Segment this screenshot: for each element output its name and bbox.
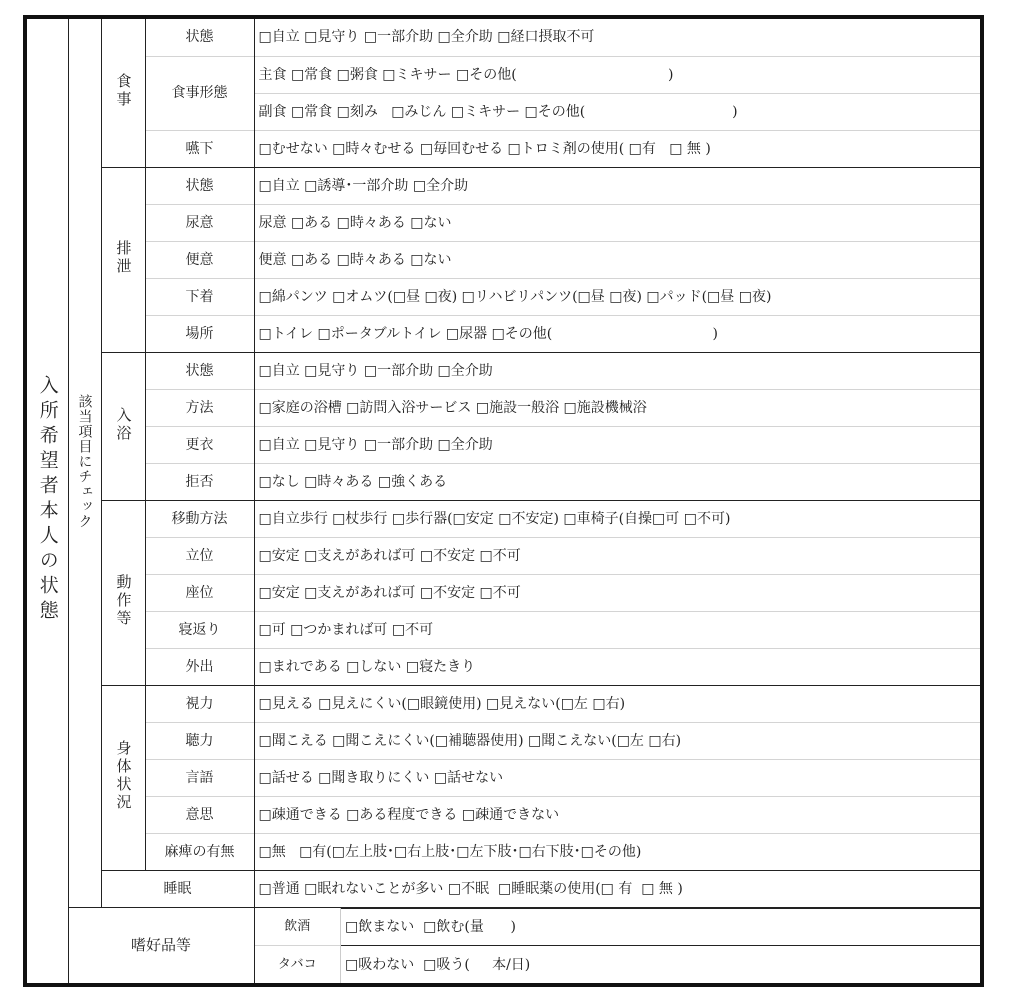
- checkbox-options[interactable]: □話せる □聞き取りにくい □話せない: [254, 759, 980, 796]
- row-label: 拒否: [145, 463, 254, 500]
- checkbox-options[interactable]: □吸わない □吸う( 本/日): [341, 946, 981, 984]
- checkbox-options[interactable]: □可 □つかまれば可 □不可: [254, 611, 980, 648]
- section-movement-title: 動作等: [114, 574, 133, 628]
- check-instruction-label: [68, 19, 101, 907]
- row-label: 言語: [145, 759, 254, 796]
- checkbox-options[interactable]: 主食 □常食 □粥食 □ミキサー □その他( ): [254, 56, 980, 93]
- section-bathing: [101, 352, 145, 500]
- row-label: 便意: [145, 241, 254, 278]
- section-physical: [101, 685, 145, 870]
- sub-row-label: タバコ: [255, 946, 341, 984]
- checkbox-options[interactable]: □疎通できる □ある程度できる □疎通できない: [254, 796, 980, 833]
- checkbox-options[interactable]: □むせない □時々むせる □毎回むせる □トロミ剤の使用( □有 □ 無 ): [254, 130, 980, 167]
- checkbox-options[interactable]: □トイレ □ポータブルトイレ □尿器 □その他( ): [254, 315, 980, 352]
- checkbox-options[interactable]: □自立歩行 □杖歩行 □歩行器(□安定 □不安定) □車椅子(自操□可 □不可): [254, 500, 980, 537]
- checkbox-options[interactable]: □自立 □誘導･一部介助 □全介助: [254, 167, 980, 204]
- row-label: 尿意: [145, 204, 254, 241]
- checkbox-options[interactable]: 便意 □ある □時々ある □ない: [254, 241, 980, 278]
- row-label: 聴力: [145, 722, 254, 759]
- row-label: 麻痺の有無: [145, 833, 254, 870]
- row-label: 下着: [145, 278, 254, 315]
- checkbox-options[interactable]: □自立 □見守り □一部介助 □全介助: [254, 426, 980, 463]
- check-instruction-text: 該当項目にチェック: [76, 393, 93, 529]
- row-label: 食事形態: [145, 56, 254, 130]
- checkbox-options[interactable]: □安定 □支えがあれば可 □不安定 □不可: [254, 537, 980, 574]
- checkbox-options[interactable]: □飲まない □飲む(量 ): [341, 908, 981, 946]
- outer-label-text: 入所希望者本人の状態: [36, 374, 59, 625]
- checkbox-options[interactable]: □見える □見えにくい(□眼鏡使用) □見えない(□左 □右): [254, 685, 980, 722]
- row-label: 場所: [145, 315, 254, 352]
- outer-category-label: [27, 19, 68, 983]
- section-meal-title: 食事: [114, 73, 133, 110]
- checkbox-options[interactable]: □なし □時々ある □強くある: [254, 463, 980, 500]
- checkbox-options[interactable]: 副食 □常食 □刻み □みじん □ミキサー □その他( ): [254, 93, 980, 130]
- checkbox-options[interactable]: □自立 □見守り □一部介助 □全介助: [254, 352, 980, 389]
- checkbox-options[interactable]: 尿意 □ある □時々ある □ない: [254, 204, 980, 241]
- section-movement: [101, 500, 145, 685]
- checkbox-options[interactable]: □聞こえる □聞こえにくい(□補聴器使用) □聞こえない(□左 □右): [254, 722, 980, 759]
- section-sleep-label: 睡眠: [101, 870, 254, 907]
- checkbox-options[interactable]: □家庭の浴槽 □訪問入浴サービス □施設一般浴 □施設機械浴: [254, 389, 980, 426]
- row-label: 移動方法: [145, 500, 254, 537]
- row-label: 更衣: [145, 426, 254, 463]
- status-table: [27, 19, 980, 983]
- row-label: 外出: [145, 648, 254, 685]
- section-physical-title: 身体状況: [114, 740, 133, 812]
- sub-row-label: 飲酒: [255, 908, 341, 946]
- section-meal: [101, 19, 145, 167]
- row-label: 状態: [145, 167, 254, 204]
- section-excretion: [101, 167, 145, 352]
- preferences-subtable: [254, 907, 980, 983]
- row-label: 方法: [145, 389, 254, 426]
- checkbox-options[interactable]: □安定 □支えがあれば可 □不安定 □不可: [254, 574, 980, 611]
- checkbox-options[interactable]: □普通 □眠れないことが多い □不眠 □睡眠薬の使用(□ 有 □ 無 ): [254, 870, 980, 907]
- resident-status-form: [23, 15, 984, 987]
- row-label: 寝返り: [145, 611, 254, 648]
- row-label: 嚥下: [145, 130, 254, 167]
- row-label: 視力: [145, 685, 254, 722]
- preferences-table: [255, 908, 981, 984]
- row-label: 状態: [145, 19, 254, 56]
- row-label: 状態: [145, 352, 254, 389]
- section-bathing-title: 入浴: [114, 406, 133, 443]
- section-excretion-title: 排泄: [114, 240, 133, 276]
- row-label: 意思: [145, 796, 254, 833]
- section-preferences-label: 嗜好品等: [68, 907, 254, 983]
- checkbox-options[interactable]: □自立 □見守り □一部介助 □全介助 □経口摂取不可: [258, 29, 595, 46]
- checkbox-options[interactable]: □無 □有(□左上肢･□右上肢･□左下肢･□右下肢･□その他): [254, 833, 980, 870]
- row-label: 座位: [145, 574, 254, 611]
- checkbox-options[interactable]: □まれである □しない □寝たきり: [254, 648, 980, 685]
- checkbox-options[interactable]: □綿パンツ □オムツ(□昼 □夜) □リハビリパンツ(□昼 □夜) □パッド(□昼 □夜): [254, 278, 980, 315]
- row-label: 立位: [145, 537, 254, 574]
